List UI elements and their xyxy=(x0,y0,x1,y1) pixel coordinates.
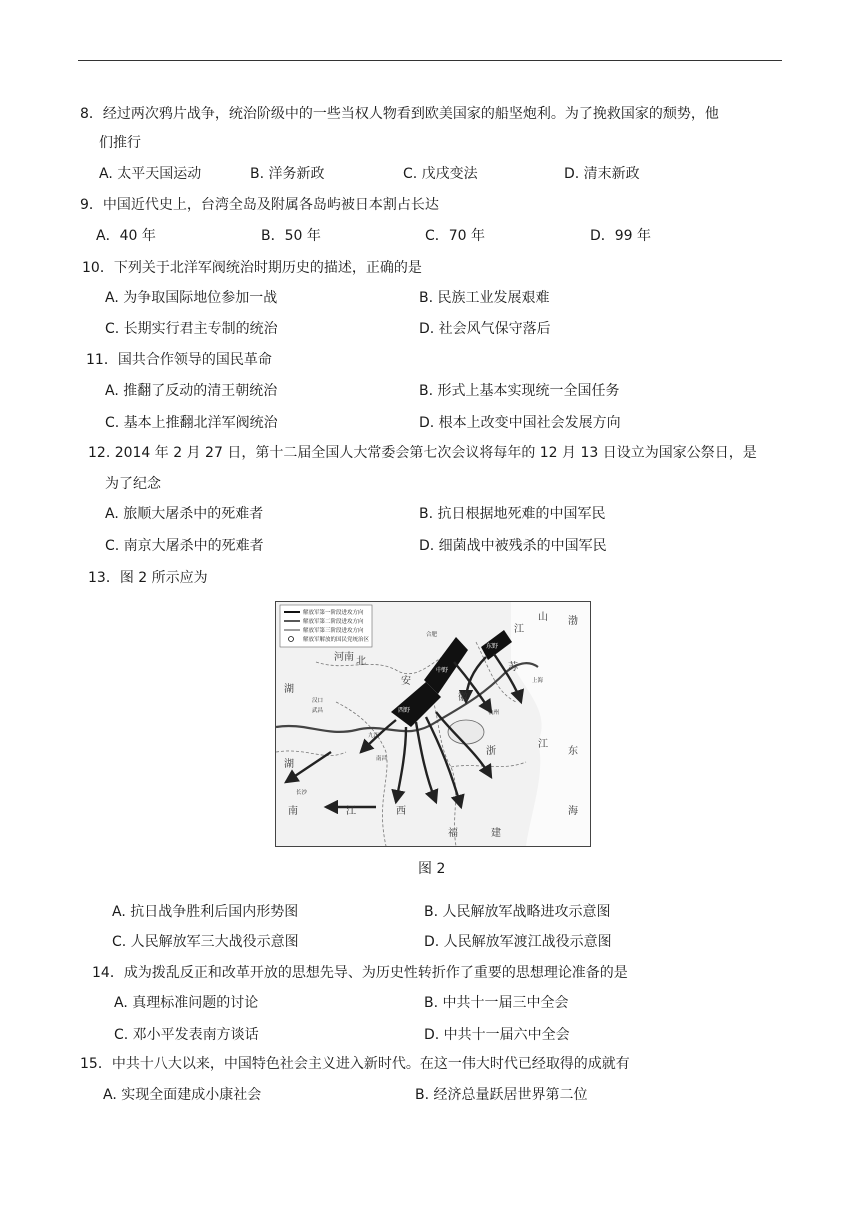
q13-stem: 13．图 2 所示应为 xyxy=(88,570,208,586)
army-middle-label: 中野 xyxy=(436,667,449,674)
q9-stem: 9．中国近代史上，台湾全岛及附属各岛屿被日本割占长达 xyxy=(80,197,439,213)
label-hai: 海 xyxy=(568,806,578,817)
q12-option-b: B. 抗日根据地死难的中国军民 xyxy=(419,506,606,522)
map-legend xyxy=(280,605,372,647)
city-jiujiang: 九江 xyxy=(368,733,380,739)
q9-option-c: C．70 年 xyxy=(425,228,486,244)
q12-stem-line1: 12. 2014 年 2 月 27 日，第十二届全国人大常委会第七次会议将每年的 12 月 13 日设立为国家公祭日，是 xyxy=(88,445,757,461)
label-anhui-1: 安 xyxy=(401,676,411,687)
q13-option-d: D. 人民解放军渡江战役示意图 xyxy=(424,934,612,950)
army-front-middle xyxy=(424,637,468,694)
q11-option-b: B. 形式上基本实现统一全国任务 xyxy=(419,383,620,399)
q12-stem-line2: 为了纪念 xyxy=(105,476,161,492)
city-shanghai: 上海 xyxy=(532,678,544,684)
crossing-campaign-map xyxy=(275,601,591,847)
q13-option-a: A. 抗日战争胜利后国内形势图 xyxy=(112,904,299,920)
label-henan: 河南 xyxy=(334,652,354,663)
q10-option-d: D. 社会风气保守落后 xyxy=(419,321,551,337)
q14-stem: 14．成为拨乱反正和改革开放的思想先导、为历史性转折作了重要的思想理论准备的是 xyxy=(92,965,628,981)
label-fujian-1: 福 xyxy=(448,828,458,839)
q8-option-b: B. 洋务新政 xyxy=(250,166,325,182)
city-hangzhou: 杭州 xyxy=(488,710,500,716)
q11-option-d: D. 根本上改变中国社会发展方向 xyxy=(419,415,621,431)
label-zhejiang-2: 江 xyxy=(538,739,548,750)
q11-option-c: C. 基本上推翻北洋军阀统治 xyxy=(105,415,278,431)
legend-item-3: 解放军第三阶段进攻方向 xyxy=(303,628,364,634)
figure-caption: 图 2 xyxy=(418,861,446,877)
label-bohai: 渤 xyxy=(568,616,578,627)
label-fujian-2: 建 xyxy=(491,828,501,839)
label-shandong: 山 xyxy=(538,612,548,623)
q10-option-c: C. 长期实行君主专制的统治 xyxy=(105,321,278,337)
label-jiangxi-1: 江 xyxy=(346,806,356,817)
legend-item-2: 解放军第二阶段进攻方向 xyxy=(303,619,364,625)
q13-option-b: B. 人民解放军战略进攻示意图 xyxy=(424,904,611,920)
q10-option-b: B. 民族工业发展艰难 xyxy=(419,290,550,306)
q12-option-c: C. 南京大屠杀中的死难者 xyxy=(105,538,264,554)
q15-option-a: A. 实现全面建成小康社会 xyxy=(103,1087,262,1103)
label-dong: 东 xyxy=(568,746,578,757)
q15-option-b: B. 经济总量跃居世界第二位 xyxy=(415,1087,588,1103)
label-hunan: 湖 xyxy=(284,759,294,770)
q14-option-b: B. 中共十一届三中全会 xyxy=(424,995,569,1011)
label-anhui-2: 徽 xyxy=(458,692,468,703)
q10-option-a: A. 为争取国际地位参加一战 xyxy=(105,290,278,306)
sea-area xyxy=(511,602,590,846)
q11-stem: 11．国共合作领导的国民革命 xyxy=(86,352,272,368)
city-hankou: 汉口 xyxy=(312,698,324,704)
q10-stem: 10．下列关于北洋军阀统治时期历史的描述，正确的是 xyxy=(82,260,422,276)
q9-option-b: B．50 年 xyxy=(261,228,321,244)
q8-option-a: A. 太平天国运动 xyxy=(99,166,202,182)
army-west-label: 西野 xyxy=(398,707,411,714)
label-hubei-1: 湖 xyxy=(284,684,294,695)
q12-option-d: D. 细菌战中被残杀的中国军民 xyxy=(419,538,607,554)
label-zhejiang-1: 浙 xyxy=(486,746,496,757)
label-jiangsu-2: 苏 xyxy=(508,662,518,673)
label-hubei-2: 北 xyxy=(356,656,366,667)
q14-option-a: A. 真理标准问题的讨论 xyxy=(114,995,259,1011)
q12-option-a: A. 旅顺大屠杀中的死难者 xyxy=(105,506,264,522)
header-rule xyxy=(78,60,782,61)
legend-item-1: 解放军第一阶段进攻方向 xyxy=(303,610,364,616)
label-jiangxi-2: 西 xyxy=(396,806,406,817)
q8-option-d: D. 清末新政 xyxy=(564,166,640,182)
q13-option-c: C. 人民解放军三大战役示意图 xyxy=(112,934,299,950)
legend-item-4: 解放军解放的国民党统治区 xyxy=(303,637,370,643)
city-changsha: 长沙 xyxy=(296,790,308,796)
city-wuhan: 武昌 xyxy=(312,708,324,714)
label-nan: 南 xyxy=(288,806,298,817)
q9-option-a: A．40 年 xyxy=(96,228,156,244)
city-nanchang: 南昌 xyxy=(376,756,388,762)
q15-stem: 15．中共十八大以来，中国特色社会主义进入新时代。在这一伟大时代已经取得的成就有 xyxy=(80,1056,630,1072)
q14-option-c: C. 邓小平发表南方谈话 xyxy=(114,1027,259,1043)
army-east-label: 东野 xyxy=(486,643,499,650)
q14-option-d: D. 中共十一届六中全会 xyxy=(424,1027,570,1043)
q8-stem-line1: 8．经过两次鸦片战争，统治阶级中的一些当权人物看到欧美国家的船坚炮利。为了挽救国家的颓势，他 xyxy=(80,106,719,122)
q8-option-c: C. 戊戌变法 xyxy=(403,166,478,182)
q8-stem-line2: 们推行 xyxy=(99,135,141,151)
city-hefei: 合肥 xyxy=(426,632,438,638)
q11-option-a: A. 推翻了反动的清王朝统治 xyxy=(105,383,278,399)
q9-option-d: D．99 年 xyxy=(590,228,652,244)
label-jiangsu-1: 江 xyxy=(514,624,524,635)
